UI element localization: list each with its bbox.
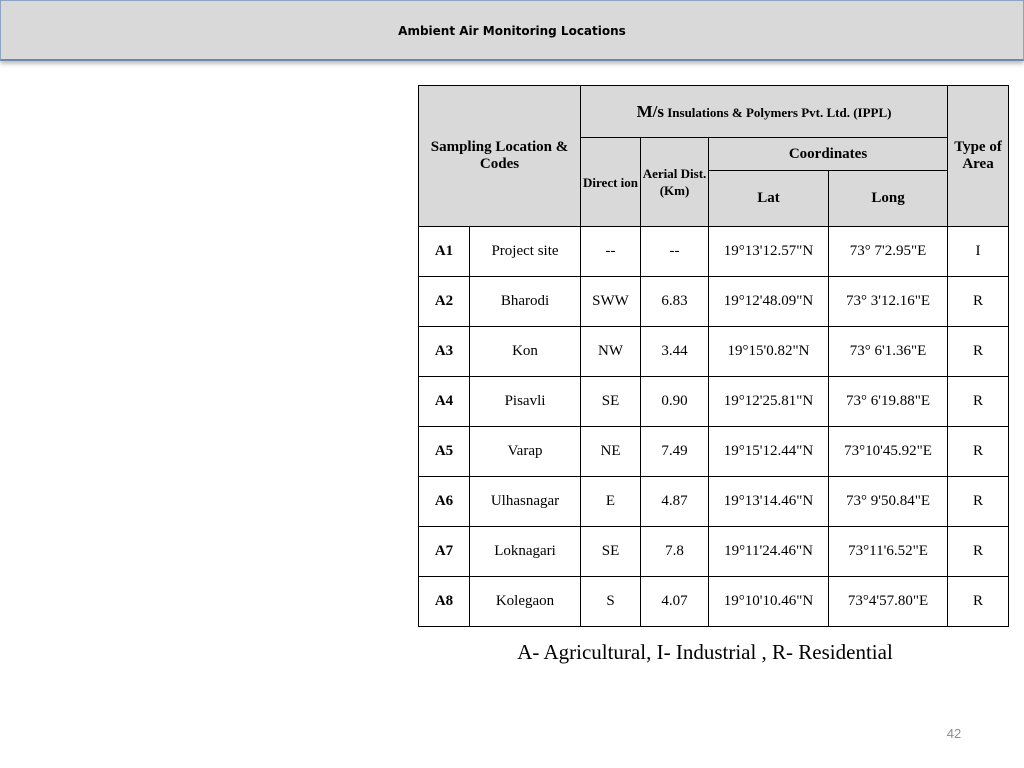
type-of-area-header: Type of Area (948, 86, 1009, 227)
longitude-cell: 73°4'57.80"E (829, 577, 948, 627)
location-code: A5 (419, 427, 470, 477)
location-name: Varap (470, 427, 581, 477)
location-code: A4 (419, 377, 470, 427)
latitude-cell: 19°12'48.09"N (709, 277, 829, 327)
area-type-cell: R (948, 377, 1009, 427)
latitude-cell: 19°13'12.57"N (709, 227, 829, 277)
distance-cell: 3.44 (641, 327, 709, 377)
area-type-cell: R (948, 277, 1009, 327)
area-type-cell: R (948, 527, 1009, 577)
direction-cell: NE (581, 427, 641, 477)
longitude-cell: 73°11'6.52"E (829, 527, 948, 577)
area-type-cell: R (948, 427, 1009, 477)
location-name: Ulhasnagar (470, 477, 581, 527)
direction-cell: E (581, 477, 641, 527)
page-number: 42 (946, 726, 962, 741)
longitude-cell: 73° 9'50.84"E (829, 477, 948, 527)
latitude-header: Lat (709, 171, 829, 227)
aerial-distance-header: Aerial Dist. (Km) (641, 138, 709, 227)
location-code: A8 (419, 577, 470, 627)
slide-title: Ambient Air Monitoring Locations (398, 24, 626, 38)
longitude-cell: 73° 6'19.88"E (829, 377, 948, 427)
location-name: Loknagari (470, 527, 581, 577)
location-code: A6 (419, 477, 470, 527)
area-type-cell: R (948, 577, 1009, 627)
distance-cell: 0.90 (641, 377, 709, 427)
longitude-cell: 73° 7'2.95"E (829, 227, 948, 277)
direction-cell: SE (581, 527, 641, 577)
distance-cell: 6.83 (641, 277, 709, 327)
location-name: Pisavli (470, 377, 581, 427)
latitude-cell: 19°13'14.46"N (709, 477, 829, 527)
direction-cell: SE (581, 377, 641, 427)
company-prefix: M/s (636, 101, 664, 121)
direction-header: Direct ion (581, 138, 641, 227)
area-type-cell: I (948, 227, 1009, 277)
location-name: Kolegaon (470, 577, 581, 627)
latitude-cell: 19°10'10.46"N (709, 577, 829, 627)
location-code: A1 (419, 227, 470, 277)
table-row (419, 327, 1009, 377)
longitude-cell: 73° 3'12.16"E (829, 277, 948, 327)
location-code: A7 (419, 527, 470, 577)
longitude-cell: 73°10'45.92"E (829, 427, 948, 477)
location-name: Kon (470, 327, 581, 377)
monitoring-locations-table (418, 85, 1009, 627)
table-row (419, 277, 1009, 327)
coordinates-header: Coordinates (709, 138, 948, 171)
table-row (419, 427, 1009, 477)
direction-cell: SWW (581, 277, 641, 327)
latitude-cell: 19°15'12.44"N (709, 427, 829, 477)
longitude-cell: 73° 6'1.36"E (829, 327, 948, 377)
location-code: A2 (419, 277, 470, 327)
area-type-cell: R (948, 477, 1009, 527)
slide-title-bar (0, 0, 1024, 61)
distance-cell: 4.87 (641, 477, 709, 527)
table-row (419, 377, 1009, 427)
sampling-location-header: Sampling Location & Codes (419, 86, 581, 227)
distance-cell: 4.07 (641, 577, 709, 627)
table-row (419, 577, 1009, 627)
location-code: A3 (419, 327, 470, 377)
table-row (419, 227, 1009, 277)
latitude-cell: 19°15'0.82"N (709, 327, 829, 377)
direction-cell: NW (581, 327, 641, 377)
latitude-cell: 19°12'25.81"N (709, 377, 829, 427)
company-header (581, 86, 948, 138)
distance-cell: 7.49 (641, 427, 709, 477)
direction-cell: S (581, 577, 641, 627)
longitude-header: Long (829, 171, 948, 227)
direction-cell: -- (581, 227, 641, 277)
company-name: Insulations & Polymers Pvt. Ltd. (IPPL) (663, 104, 892, 120)
table-row (419, 527, 1009, 577)
table-row (419, 477, 1009, 527)
area-type-legend: A- Agricultural, I- Industrial , R- Residential (517, 640, 893, 664)
distance-cell: 7.8 (641, 527, 709, 577)
location-name: Bharodi (470, 277, 581, 327)
location-name: Project site (470, 227, 581, 277)
area-type-cell: R (948, 327, 1009, 377)
latitude-cell: 19°11'24.46"N (709, 527, 829, 577)
distance-cell: -- (641, 227, 709, 277)
